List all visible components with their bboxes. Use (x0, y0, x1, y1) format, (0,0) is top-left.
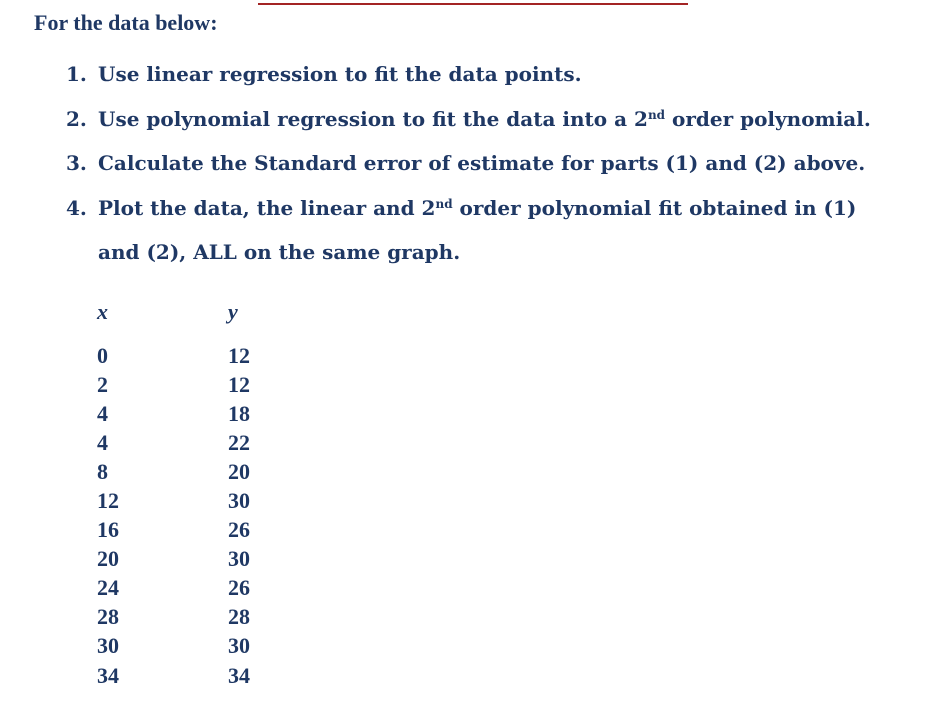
task-number: 3. (66, 151, 87, 176)
task-number: 1. (66, 62, 87, 87)
table-row (97, 516, 250, 545)
table-row (97, 341, 250, 370)
table-row (97, 457, 250, 486)
cell-y: 22 (228, 429, 250, 455)
cell-y: 26 (228, 575, 250, 601)
task-item-2 (66, 97, 871, 142)
superscript: nd (647, 107, 666, 122)
task-text: Calculate the Standard error of estimate for parts (1) and (2) above. (98, 151, 866, 176)
cell-x: 16 (97, 517, 119, 543)
cell-y: 12 (228, 342, 250, 368)
cell-y: 26 (228, 517, 250, 543)
cell-x: 4 (97, 400, 108, 426)
task-text: and (2), ALL on the same graph. (98, 240, 461, 265)
task-list (66, 52, 871, 275)
cell-x: 8 (97, 458, 108, 484)
intro-text: For the data below: (34, 10, 218, 35)
column-header-y: y (228, 299, 238, 324)
task-text: Use polynomial regression to fit the data into a 2nd order polynomial. (98, 106, 871, 131)
cut-off-heading (258, 0, 698, 6)
cell-x: 28 (97, 604, 119, 630)
table-row (97, 632, 250, 661)
task-number: 4. (66, 195, 87, 220)
data-table (97, 296, 250, 690)
table-header (97, 296, 250, 328)
cell-x: 24 (97, 575, 119, 601)
cell-y: 28 (228, 604, 250, 630)
column-header-x: x (97, 299, 108, 324)
task-item-4-continuation (66, 230, 871, 275)
table-row (97, 399, 250, 428)
cell-y: 30 (228, 488, 250, 514)
task-text: Plot the data, the linear and 2nd order polynomial fit obtained in (1) (98, 195, 857, 220)
superscript: nd (435, 196, 453, 211)
cell-y: 12 (228, 371, 250, 397)
cell-x: 30 (97, 633, 119, 659)
table-row (97, 370, 250, 399)
table-row (97, 574, 250, 603)
table-row (97, 428, 250, 457)
table-body (97, 341, 250, 690)
cell-y: 18 (228, 400, 250, 426)
cell-x: 4 (97, 429, 108, 455)
cell-y: 30 (228, 633, 250, 659)
cell-y: 20 (228, 458, 250, 484)
table-row (97, 603, 250, 632)
cell-x: 2 (97, 371, 108, 397)
task-item-1 (66, 52, 871, 97)
task-number: 2. (66, 106, 87, 131)
table-row (97, 545, 250, 574)
cell-y: 34 (228, 662, 250, 688)
heading-underline (258, 3, 688, 5)
task-item-4 (66, 186, 871, 231)
cell-x: 20 (97, 546, 119, 572)
cell-x: 12 (97, 488, 119, 514)
cell-x: 34 (97, 662, 119, 688)
cell-y: 30 (228, 546, 250, 572)
table-row (97, 661, 250, 690)
cell-x: 0 (97, 342, 108, 368)
task-item-3 (66, 141, 871, 186)
table-row (97, 486, 250, 515)
task-text: Use linear regression to fit the data points. (98, 62, 582, 87)
